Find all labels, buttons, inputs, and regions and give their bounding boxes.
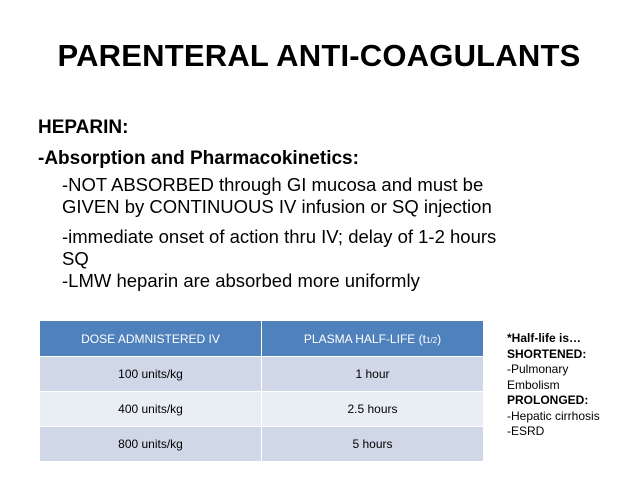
table-row xyxy=(40,392,483,427)
bullet-line: -immediate onset of action thru IV; delay of 1-2 hours xyxy=(62,226,497,247)
dose-halflife-table xyxy=(40,321,483,461)
header-half-life xyxy=(262,321,484,357)
note-shortened-item: -Pulmonary xyxy=(507,362,569,376)
note-shortened-label: SHORTENED: xyxy=(507,346,587,361)
header-close-paren: ) xyxy=(437,331,442,346)
bullet-onset xyxy=(38,226,608,270)
slide-body xyxy=(38,116,608,292)
header-half-life-text: PLASMA HALF-LIFE (t xyxy=(303,331,426,346)
table-row xyxy=(40,427,483,462)
dose-cell: 400 units/kg xyxy=(40,392,262,427)
note-shortened-item: Embolism xyxy=(507,377,560,392)
note-prolonged-item: -Hepatic cirrhosis xyxy=(507,408,600,423)
bullet-line: SQ xyxy=(62,248,89,269)
heparin-heading: HEPARIN: xyxy=(38,117,129,138)
half-life-cell: 2.5 hours xyxy=(262,392,484,427)
header-subscript: 1/2 xyxy=(425,335,438,345)
dose-cell: 100 units/kg xyxy=(40,357,262,392)
absorption-subheading: -Absorption and Pharmacokinetics: xyxy=(38,148,359,169)
bullet-not-absorbed xyxy=(38,174,608,218)
dose-cell: 800 units/kg xyxy=(40,427,262,462)
table-row xyxy=(40,357,483,392)
half-life-note xyxy=(507,331,632,440)
slide-title: PARENTERAL ANTI-COAGULANTS xyxy=(57,38,581,73)
bullet-line: -NOT ABSORBED through GI mucosa and must be xyxy=(62,174,484,195)
half-life-cell: 1 hour xyxy=(262,357,484,392)
note-prolonged-label: PROLONGED: xyxy=(507,393,589,407)
bullet-line: -LMW heparin are absorbed more uniformly xyxy=(62,270,420,291)
note-title: *Half-life is… xyxy=(507,331,582,345)
note-prolonged-item: -ESRD xyxy=(507,424,545,438)
table-header-row xyxy=(40,321,483,357)
header-dose: DOSE ADMNISTERED IV xyxy=(40,321,262,357)
bullet-lmw xyxy=(38,270,608,292)
half-life-cell: 5 hours xyxy=(262,427,484,462)
bullet-line: GIVEN by CONTINUOUS IV infusion or SQ injection xyxy=(62,196,492,217)
